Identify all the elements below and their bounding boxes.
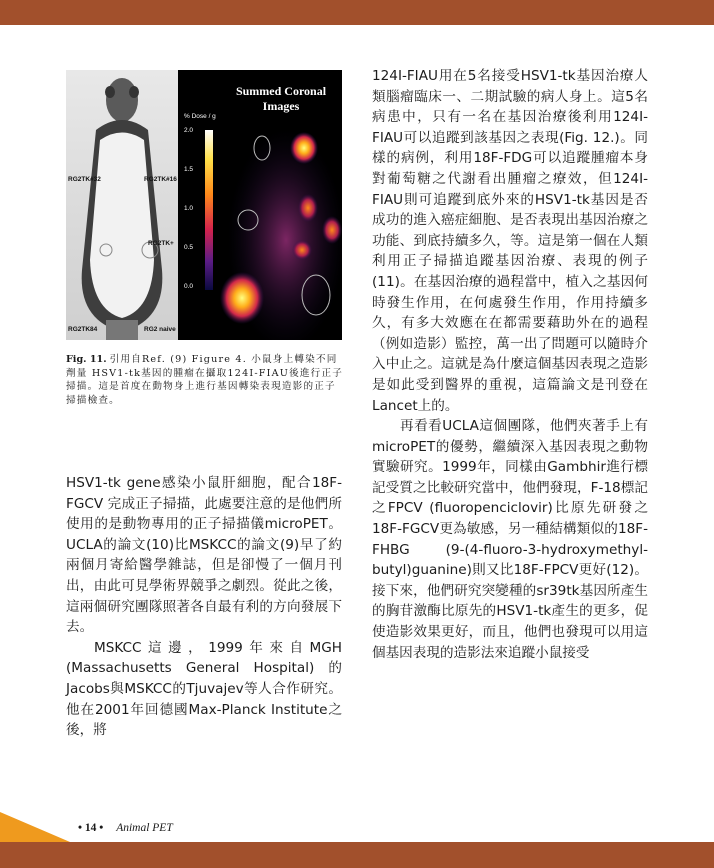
right-paragraph-2: 再看看UCLA這個團隊，他們夾著手上有microPET的優勢，繼續深入基因表現之動物實驗研究。1999年，同樣由Gambhir進行標記受質之比較研究當中，他們發現，F-18標記之FPCV (fluoropenciclovir)比原先研發之18F-FGCV更為敏感，另一種結構類似的18F-FHBG (9-(4-fluoro-3-hydroxymethyl-butyl)guanine)則又比18F-FPCV更好(12)。接下來，他們研究突變種的sr39tk基因所產生的胸苷激酶比原先的HSV1-tk產生的更多，促使造影效果更好，而且，他們也發現可以用這個基因表現的造影法來追蹤小鼠接受 (372, 418, 648, 661)
scale-tick: 2.0 (184, 127, 194, 134)
figure-image (66, 70, 342, 340)
figure-title: Summed Coronal Images (235, 84, 327, 113)
page-number: • 14 • (78, 822, 104, 834)
top-color-band (0, 0, 714, 25)
mouse-silhouette-icon (66, 70, 178, 340)
left-paragraph-2: MSKCC這邊，1999年來自MGH (Massachusetts General Hospital) 的Jacobs與MSKCC的Tjuvajev等人合作研究。他在2001年回德國Max-Planck Institute之後，將 (66, 639, 342, 739)
label-rg2-naive: RG2 naive (144, 326, 176, 333)
caption-text: 引用自Ref. (9) Figure 4. 小鼠身上轉染不同劑量 HSV1-tk基因的腫瘤在攝取124I-FIAU後進行正子掃描。這是首度在動物身上進行基因轉染表現造影的正子掃描檢查。 (66, 354, 344, 406)
footer-orange-accent (0, 812, 70, 842)
page-footer (78, 822, 173, 834)
scale-label: % Dose / g (184, 113, 216, 120)
figure-number: Fig. 11. (66, 354, 107, 365)
mouse-photo (66, 70, 178, 340)
left-column (66, 473, 342, 741)
label-rg2tk84: RG2TK84 (68, 326, 98, 333)
scale-tick: 1.0 (184, 205, 194, 212)
bottom-color-band (0, 842, 714, 868)
scale-tick: 0.0 (184, 283, 194, 290)
label-rg2tk16: RG2TK#16 (144, 176, 177, 183)
figure-caption (66, 353, 344, 407)
color-scale-bar (205, 130, 213, 290)
right-paragraph-1: 124I-FIAU用在5名接受HSV1-tk基因治療人類腦瘤臨床一、二期試驗的病人身上。這5名病患中，只有一名在基因治療後利用124I-FIAU可以追蹤到該基因之表現(Fig. 12.)。同樣的病例，利用18F-FDG可以追蹤腫瘤本身對葡萄糖之代謝看出腫瘤之療效，但124I-FIAU則可追蹤到底外來的HSV1-tk基因是否成功的進入癌症細胞、是否表現出基因治療之功能、到底持續多久，等。這是第一個在人類利用正子掃描追蹤基因治療、表現的例子(11)。在基因治療的過程當中，植入之基因何時發生作用，在何處發生作用，作用持續多久，有多大效應在在都需要藉助外在的過程（例如造影）監控，萬一出了問題可以隨時介入中止之。這就是為什麼這個基因表現之造影是如此受到醫界的重視，這篇論文是刊登在Lancet上的。 (372, 68, 648, 414)
right-column (372, 66, 648, 663)
left-paragraph-1: HSV1-tk gene感染小鼠肝細胞，配合18F-FGCV 完成正子掃描，此處要注意的是他們所使用的是動物專用的正子掃描儀microPET。UCLA的論文(10)比MSKCC的論文(9)早了約兩個月寄給醫學雜誌，但是卻慢了一個月刊出，由此可見學術界競爭之劇烈。從此之後，這兩個研究團隊照著各自最有利的方向發展下去。 (66, 475, 342, 636)
running-title: Animal PET (116, 822, 173, 834)
label-rg2tk-plus: RG2TK+ (148, 240, 174, 247)
scale-tick: 0.5 (184, 244, 194, 251)
label-rg2tk32: RG2TK#32 (68, 176, 101, 183)
scale-tick: 1.5 (184, 166, 194, 173)
